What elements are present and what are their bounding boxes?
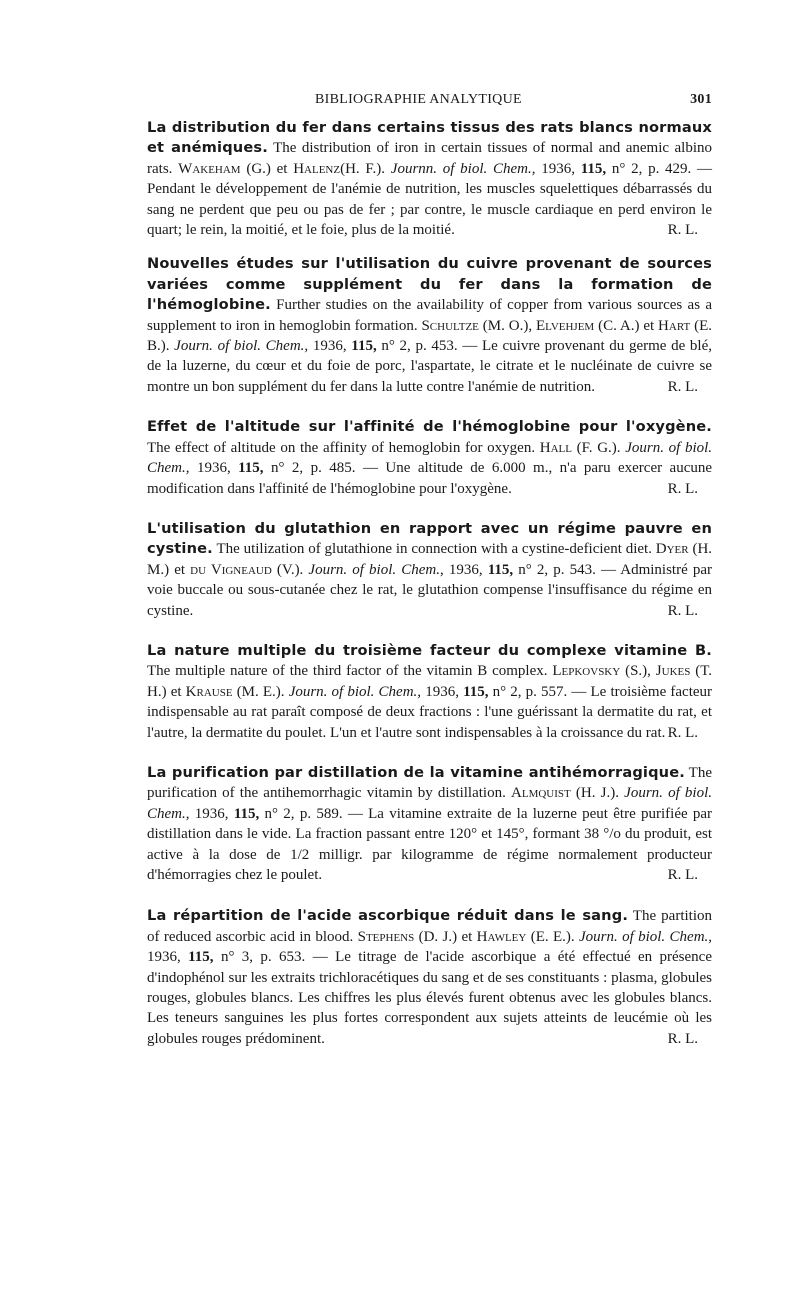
entry-title: La distribution du fer dans certains tissus des rats blancs normaux et anémiques.: [147, 119, 712, 157]
conjunction: et: [276, 160, 288, 177]
english-title: The partition of reduced ascorbic acid in blood.: [147, 908, 712, 945]
signature: R. L.: [667, 724, 698, 741]
author-initials: (T. H.): [147, 663, 713, 700]
entry-title: La répartition de l'acide ascorbique réduit dans le sang.: [147, 907, 629, 925]
issue-page: n° 2, p. 543.: [518, 561, 596, 578]
journal-name: Journ. of biol. Chem.,: [288, 683, 422, 700]
journal-name: Journ. of biol. Chem.,: [147, 439, 713, 477]
entry-title: La nature multiple du troisième facteur du complexe vitamine B.: [147, 641, 712, 659]
journal-name: Journ. of biol. Chem.,: [147, 785, 713, 822]
abstract-entry: [147, 254, 712, 397]
author-initials: (E. B.).: [147, 317, 713, 355]
summary: — Le titrage de l'acide ascorbique a été effectué en présence d'indophénol sur les extraits trichloracétiques du sang et de ses constituants : plasma, globules rouges, globules blancs. Les chiffres les plus élevés furent obtenus avec les globules blancs. Les teneurs sanguines les plus fortes correspondent aux sujets atteints de leucémie où les globules rouges prédominent.: [147, 949, 712, 1047]
year: 1936,: [425, 683, 459, 700]
author-name: du Vigneaud: [190, 561, 272, 578]
journal-name: Journ. of biol. Chem.,: [308, 561, 444, 578]
author-name: Wakeham: [178, 160, 241, 177]
author-initials: (G.): [246, 160, 271, 177]
volume: 115,: [233, 805, 260, 822]
signature: R. L.: [667, 378, 698, 395]
author-initials: (C. A.): [598, 317, 640, 334]
author-name: Stephens: [357, 928, 415, 945]
english-title: The utilization of glutathione in connection with a cystine-deficient diet.: [216, 541, 652, 558]
author-initials: (V.).: [276, 561, 304, 578]
abstract-entry: [147, 417, 712, 499]
author-initials: (E. E.).: [530, 928, 575, 945]
signature: R. L.: [667, 222, 698, 239]
english-title: Further studies on the availability of copper from various sources as a supplement to iron in hemoglobin formation.: [147, 297, 712, 334]
summary: — Une altitude de 6.000 m., n'a paru exercer aucune modification dans l'affinité de l'hémoglobine pour l'oxygène.: [147, 460, 713, 497]
conjunction: et: [643, 317, 655, 334]
year: 1936,: [541, 160, 575, 177]
entry-title: Nouvelles études sur l'utilisation du cuivre provenant de sources variées comme supplément du fer dans la formation de l'hémoglobine.: [147, 255, 712, 314]
entry-title: Effet de l'altitude sur l'affinité de l'hémoglobine pour l'oxygène.: [147, 418, 712, 436]
document-page: [147, 92, 712, 1049]
abstract-entry: [147, 906, 712, 1049]
abstract-entry: [147, 641, 712, 743]
journal-name: Journn. of biol. Chem.,: [390, 160, 536, 177]
journal-name: Journ. of biol. Chem.,: [174, 338, 309, 355]
summary: — La vitamine extraite de la luzerne peut être purifiée par distillation dans le vide. La fraction passant entre 120° et 145°, formant 38 °/o du produit, est active à la dose de 1/2 milligr. par kilogramme de régime normalement producteur d'hémorragies chez le poulet.: [147, 805, 713, 883]
author-initials: (H. J.).: [575, 785, 619, 802]
author-name: Lepkovsky: [552, 663, 621, 680]
entry-title: La purification par distillation de la vitamine antihémorragique.: [147, 763, 685, 781]
summary: — Administré par voie buccale ou sous-cutanée chez le rat, le glutathion compense l'insuffisance du régime en cystine.: [147, 561, 712, 619]
author-name: Hart: [658, 317, 691, 334]
signature: R. L.: [667, 867, 698, 883]
conjunction: et: [174, 561, 186, 578]
author-name: Dyer: [655, 541, 689, 558]
issue-page: n° 2, p. 429.: [611, 160, 692, 177]
summary: — Le troisième facteur indispensable au rat paraît composé de deux fractions : l'une guérissant la dermatite du rat, et l'autre, la dermatite du poulet. L'un et l'autre sont indispensables à la croissance du rat.: [147, 683, 713, 741]
journal-name: Journ. of biol. Chem.,: [578, 928, 713, 945]
abstract-entry: [147, 763, 712, 885]
author-name: Elvehjem: [535, 317, 595, 334]
author-name: Schultze: [421, 317, 479, 334]
author-initials: (H. F.).: [340, 160, 386, 177]
running-title: BIBLIOGRAPHIE ANALYTIQUE: [315, 92, 522, 107]
summary: — Pendant le développement de l'anémie de nutrition, les muscles squelettiques débarrassés du sang ne perdent que peu ou pas de fer ; par contre, le muscle cardiaque en perd environ le quart; le rein, la moitié, et le foie, plus de la moitié.: [147, 160, 713, 239]
english-title: The effect of altitude on the affinity of hemoglobin for oxygen.: [147, 439, 536, 456]
author-name: Krause: [185, 683, 233, 700]
volume: 115,: [188, 949, 214, 966]
volume: 115,: [487, 561, 514, 578]
issue-page: n° 2, p. 453.: [381, 338, 458, 355]
year: 1936,: [194, 805, 229, 822]
english-title: The distribution of iron in certain tissues of normal and anemic albino rats.: [147, 140, 712, 177]
running-head: [147, 92, 712, 114]
summary: — Le cuivre provenant du germe de blé, de la luzerne, du cœur et du foie de porc, l'aspartate, le citrate et le nucléinate de cuivre se montre un bon supplément du fer dans la lutte contre l'anémie de nutrition.: [147, 338, 713, 395]
year: 1936,: [448, 561, 483, 578]
author-name: Halenz: [293, 160, 341, 177]
english-title: The multiple nature of the third factor of the vitamin B complex.: [147, 663, 548, 680]
author-name: Hawley: [476, 928, 527, 945]
volume: 115,: [580, 160, 607, 177]
signature: R. L.: [667, 1030, 698, 1047]
volume: 115,: [463, 683, 489, 700]
english-title: The purification of the antihemorrhagic vitamin by distillation.: [147, 764, 712, 802]
volume: 115,: [351, 338, 377, 355]
issue-page: n° 2, p. 485.: [271, 460, 356, 477]
issue-page: n° 3, p. 653.: [220, 949, 306, 966]
author-name: Jukes: [655, 663, 691, 680]
issue-page: n° 2, p. 589.: [264, 805, 343, 822]
signature: R. L.: [667, 480, 698, 497]
author-name: Hall: [539, 439, 572, 456]
author-initials: (S.),: [625, 663, 651, 680]
year: 1936,: [196, 460, 231, 477]
abstract-entry: [147, 519, 712, 621]
entry-title: L'utilisation du glutathion en rapport avec un régime pauvre en cystine.: [147, 519, 712, 558]
author-initials: (F. G.).: [576, 439, 621, 456]
volume: 115,: [238, 460, 264, 477]
conjunction: et: [170, 683, 182, 700]
author-initials: (D. J.): [418, 928, 458, 945]
page-number: 301: [690, 92, 712, 107]
year: 1936,: [312, 338, 347, 355]
abstract-entry: [147, 118, 712, 240]
author-initials: (M. E.).: [236, 683, 285, 700]
author-initials: (M. O.),: [482, 317, 533, 334]
author-initials: (H. M.): [147, 541, 713, 578]
year: 1936,: [147, 949, 181, 966]
author-name: Almquist: [511, 785, 571, 802]
signature: R. L.: [667, 602, 698, 619]
conjunction: et: [461, 928, 473, 945]
issue-page: n° 2, p. 557.: [492, 683, 568, 700]
